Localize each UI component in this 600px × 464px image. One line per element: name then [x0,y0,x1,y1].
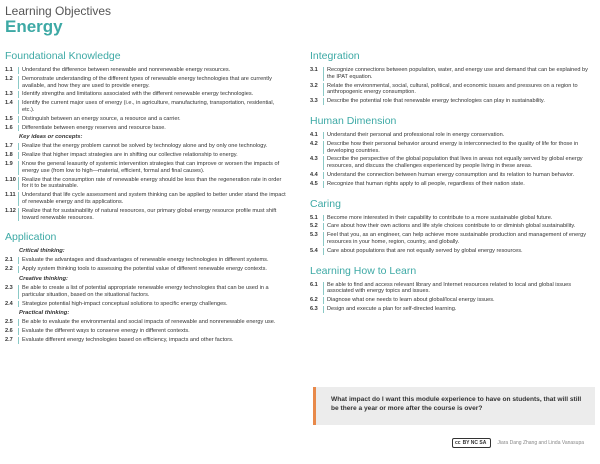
objective-item [310,132,594,139]
objective-text: Evaluate the advantages and disadvantages of renewable energy technologies in different systems. [18,257,269,264]
objective-number: 4.3 [310,156,318,163]
objective-text: Apply system thinking tools to assessing the potential value of different renewable energy contexts. [18,266,267,273]
objective-number: 5.3 [310,232,318,239]
page-title: Energy [5,17,63,36]
objective-item [5,257,287,264]
cc-icon: cc [455,440,461,446]
cc-license-label: BY NC SA [462,440,487,446]
objective-text: Identify the current major uses of energy (i.e., in agriculture, manufacturing, transportation, residential, etc.). [18,100,287,114]
objective-item [310,282,594,296]
objective-text: Become more interested in their capability to contribute to a more sustainable global future. [323,215,552,222]
objective-item [310,248,594,255]
objective-item [5,337,287,344]
objective-text: Understand the connection between human energy consumption and its relation to human behavior. [323,172,574,179]
objective-number: 1.4 [5,100,13,107]
header-kicker: Learning Objectives [5,4,112,18]
objective-item [5,192,287,206]
objective-text: Describe how their personal behavior around energy is interconnected to the quality of life for those in developing countries. [323,141,594,155]
objective-number: 4.5 [310,180,318,187]
objective-item [5,266,287,273]
objective-number: 1.8 [5,152,13,159]
objective-number: 1.5 [5,115,13,122]
objective-item [5,143,287,150]
objective-text: Identify strengths and limitations associated with the different renewable energy technologies. [18,91,253,98]
objective-text: Understand their personal and professional role in energy conservation. [323,132,504,139]
objective-item [5,100,287,114]
objective-number: 1.3 [5,91,13,98]
objective-item [310,83,594,97]
objective-text: Realize that for sustainability of natural resources, our primary global energy resource profile must shift toward renewable resources. [18,208,287,222]
objective-number: 3.1 [310,67,318,73]
cc-license-badge [452,438,491,448]
subsection-heading: Practical thinking: [19,310,70,317]
section-heading: Application [5,231,57,244]
objective-text: Know the general leasurity of systemic intervention strategies that can improve or worsen the impacts of energy use (from low to high—material, efficient, formal and final causes). [18,161,287,175]
objective-number: 6.1 [310,281,318,288]
subsection-heading: Key ideas or concepts: [19,134,83,141]
objective-text: Recognize connections between population, water, and energy use and demand that can be explained by the IPAT equation. [323,67,594,81]
objective-text: Be able to evaluate the environmental and social impacts of renewable and nonrenewable energy use. [18,319,275,326]
objective-number: 3.2 [310,82,318,89]
objective-text: Distinguish between an energy source, a resource and a carrier. [18,116,181,123]
objective-item [310,141,594,155]
objective-item [310,223,594,230]
section-heading: Human Dimension [310,114,397,127]
objective-number: 2.4 [5,300,13,307]
subsection-heading: Creative thinking: [19,275,68,282]
objective-number: 2.2 [5,266,13,273]
objective-text: Care about populations that are not equally served by global energy resources. [323,248,523,255]
objective-number: 1.10 [5,176,16,183]
objective-number: 2.6 [5,328,13,335]
reflection-callout [313,387,595,425]
objective-text: Be able to create a list of potential appropriate renewable energy technologies that can be used in a particular situation, based on the situational factors. [18,285,287,299]
objective-text: Relate the environmental, social, cultural, political, and economic issues and pressures on a region to anthropogenic energy consumption. [323,83,594,97]
left-column [5,50,287,346]
objective-item [5,152,287,159]
callout-text: What impact do I want this module experience to have on students, that will still be there a year or more after the course is over? [331,396,582,412]
objective-item [5,328,287,335]
objective-number: 5.2 [310,223,318,230]
objective-text: Describe the perspective of the global population that lives in areas not equally served by global energy resources, and discuss the challenges experienced by people living in these areas. [323,156,594,170]
objective-item [310,297,594,304]
objective-item [5,125,287,132]
objective-text: Describe the potential role that renewable energy technologies can play in sustainability. [323,98,545,105]
objective-number: 2.5 [5,319,13,326]
objective-number: 1.1 [5,67,13,73]
objective-text: Recognize that human rights apply to all people, regardless of their nation state. [323,181,525,188]
objective-item [310,172,594,179]
objective-text: Diagnose what one needs to learn about global/local energy issues. [323,297,495,304]
objective-number: 5.4 [310,247,318,254]
objective-number: 5.1 [310,214,318,221]
objective-number: 3.3 [310,98,318,105]
objective-item [310,67,594,81]
objective-text: Design and execute a plan for self-directed learning. [323,306,456,313]
objective-number: 4.1 [310,131,318,138]
objective-number: 1.2 [5,75,13,82]
objective-number: 4.4 [310,171,318,178]
section-heading: Foundational Knowledge [5,50,121,62]
objective-number: 1.9 [5,160,13,167]
objective-item [5,301,287,308]
objective-text: Strategize potential high-impact conceptual solutions to specific energy challenges. [18,301,228,308]
objective-text: Realize that the consumption rate of renewable energy should be less than the regeneration rate in order for it to be sustainable. [18,177,287,191]
objective-item [5,116,287,123]
objective-number: 1.11 [5,192,16,199]
objective-item [310,232,594,246]
objective-number: 1.7 [5,143,13,150]
section-heading: Learning How to Learn [310,264,417,277]
objective-text: Differentiate between energy reserves and resource base. [18,125,166,132]
objective-item [5,285,287,299]
objective-item [5,177,287,191]
objective-item [5,67,287,74]
objective-number: 4.2 [310,140,318,147]
footer-authors: Jiara Dang Zhang and Linda Vanasupa [497,440,585,446]
objective-item [310,181,594,188]
objective-number: 2.1 [5,257,13,264]
objective-text: Realize that the energy problem cannot be solved by technology alone and by only one technology. [18,143,267,150]
subsection-heading: Critical thinking: [19,248,65,255]
objective-item [5,161,287,175]
objective-text: Care about how their own actions and life style choices contribute to or diminish global sustainability. [323,223,575,230]
objective-text: Feel that you, as an engineer, can help achieve more sustainable production and management of energy resources in your home, region, country, and globally. [323,232,594,246]
objective-text: Be able to find and access relevant library and Internet resources related to local and global issues associated with energy topics and issues. [323,282,594,296]
callout-accent-bar [313,387,316,425]
objective-item [5,208,287,222]
objective-text: Evaluate the different ways to conserve energy in different contexts. [18,328,190,335]
objective-number: 2.3 [5,284,13,291]
objective-number: 6.3 [310,305,318,312]
objective-number: 6.2 [310,297,318,304]
section-heading: Integration [310,50,360,62]
objective-item [5,91,287,98]
objective-item [310,156,594,170]
objective-text: Demonstrate understanding of the different types of renewable energy technologies that are currently available, and how they are used to provide energy. [18,76,287,90]
footer [452,438,584,448]
objective-item [310,306,594,313]
objective-text: Understand the difference between renewable and nonrenewable energy resources. [18,67,230,74]
objective-text: Realize that higher impact strategies are in shifting our collective relationship to energy. [18,152,238,159]
objective-item [310,98,594,105]
section-heading: Caring [310,197,341,210]
objective-item [5,319,287,326]
right-column [310,50,594,315]
objective-number: 2.7 [5,336,13,343]
objective-text: Understand that life cycle assessment and system thinking can be applied to better under stand the impact of renewable energy and its applications. [18,192,287,206]
objective-item [310,215,594,222]
objective-item [5,76,287,90]
objective-number: 1.6 [5,124,13,131]
objective-number: 1.12 [5,207,16,214]
objective-text: Evaluate different energy technologies based on efficiency, impacts and other factors. [18,337,233,344]
